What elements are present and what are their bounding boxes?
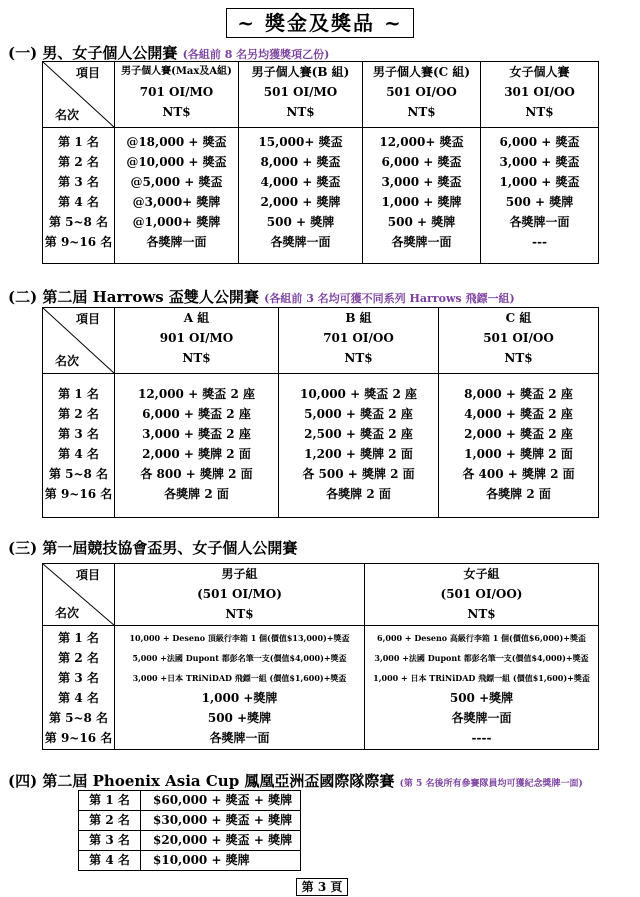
corner-top-label: 項目: [75, 66, 100, 80]
column-header: B 組 701 OI/OO NT$: [279, 308, 439, 374]
prize-column: 6,000 + Deseno 高級行李箱 1 個(價值$6,000)+獎盃 3,000 +法國 Dupont 都彭名筆一支(價值$4,000)+獎盃 1,000 + 日本 TRiNiDAD 飛鏢一組 (價值$1,600)+獎盃 500 +獎牌 各獎牌一面 ----: [365, 626, 599, 750]
corner-bottom-label: 名次: [55, 606, 80, 620]
section-3-table: [42, 563, 599, 750]
rank-cell: 第 1 名: [79, 791, 141, 811]
prize-column: 15,000+ 獎盃 8,000 + 獎盃 4,000 + 獎盃 2,000 + 獎牌 500 + 獎牌 各獎牌一面: [239, 128, 363, 264]
header-row: [43, 564, 599, 626]
section-2-title: (二) 第二屆 Harrows 盃雙人公開賽: [8, 288, 259, 306]
table-row: [79, 791, 301, 811]
prize-cell: $10,000 + 獎牌: [141, 851, 301, 871]
section-4-heading: [8, 770, 583, 791]
corner-cell: [43, 62, 115, 128]
prize-row: [43, 626, 599, 750]
column-header: 男子個人賽(C 組) 501 OI/OO NT$: [363, 62, 481, 128]
prize-row: [43, 374, 599, 518]
page-number: 第 3 頁: [296, 878, 348, 896]
section-4-title: (四) 第二屆 Phoenix Asia Cup 鳳凰亞洲盃國際隊際賽: [8, 772, 395, 790]
header-row: [43, 308, 599, 374]
prize-column: 6,000 + 獎盃 3,000 + 獎盃 1,000 + 獎盃 500 + 獎牌 各獎牌一面 ---: [481, 128, 599, 264]
rank-column: 第 1 名 第 2 名 第 3 名 第 4 名 第 5~8 名 第 9~16 名: [43, 128, 115, 264]
corner-top-label: 項目: [75, 312, 100, 326]
section-1-table: [42, 61, 599, 264]
section-1-title: (一) 男、女子個人公開賽: [8, 44, 178, 62]
section-2-note: (各組前 3 名均可獲不同系列 Harrows 飛鏢一組): [264, 292, 515, 305]
section-4-note: (第 5 名後所有參賽隊員均可獲紀念獎牌一面): [399, 779, 583, 789]
prize-column: 8,000 + 獎盃 2 座 4,000 + 獎盃 2 座 2,000 + 獎盃 2 座 1,000 + 獎牌 2 面 各 400 + 獎牌 2 面 各獎牌 2 面: [439, 374, 599, 518]
corner-bottom-label: 名次: [55, 354, 80, 368]
prize-column: 12,000+ 獎盃 6,000 + 獎盃 3,000 + 獎盃 1,000 + 獎牌 500 + 獎牌 各獎牌一面: [363, 128, 481, 264]
prize-column: @18,000 + 獎盃 @10,000 + 獎盃 @5,000 + 獎盃 @3,000+ 獎牌 @1,000+ 獎牌 各獎牌一面: [115, 128, 239, 264]
rank-cell: 第 2 名: [79, 811, 141, 831]
prize-column: 12,000 + 獎盃 2 座 6,000 + 獎盃 2 座 3,000 + 獎盃 2 座 2,000 + 獎牌 2 面 各 800 + 獎牌 2 面 各獎牌 2 面: [115, 374, 279, 518]
table-row: [79, 811, 301, 831]
column-header: C 組 501 OI/OO NT$: [439, 308, 599, 374]
page-title: ~ 獎金及獎品 ~: [226, 8, 414, 38]
column-header: 女子個人賽 301 OI/OO NT$: [481, 62, 599, 128]
prize-cell: $30,000 + 獎盃 + 獎牌: [141, 811, 301, 831]
section-4-table: [78, 790, 301, 871]
column-header: 女子組 (501 OI/OO) NT$: [365, 564, 599, 626]
corner-cell: [43, 564, 115, 626]
section-3-title: (三) 第一屆競技協會盃男、女子個人公開賽: [8, 539, 298, 557]
corner-bottom-label: 名次: [55, 108, 80, 122]
rank-column: 第 1 名 第 2 名 第 3 名 第 4 名 第 5~8 名 第 9~16 名: [43, 374, 115, 518]
prize-cell: $60,000 + 獎盃 + 獎牌: [141, 791, 301, 811]
table-row: [79, 831, 301, 851]
column-header: 男子組 (501 OI/MO) NT$: [115, 564, 365, 626]
table-row: [79, 851, 301, 871]
section-1-heading: [8, 42, 329, 63]
section-2-heading: [8, 286, 515, 307]
corner-top-label: 項目: [75, 568, 100, 582]
column-header: 男子個人賽(B 組) 501 OI/MO NT$: [239, 62, 363, 128]
prize-row: [43, 128, 599, 264]
header-row: [43, 62, 599, 128]
column-header: A 組 901 OI/MO NT$: [115, 308, 279, 374]
section-1-note: (各組前 8 名另均獲獎項乙份): [182, 48, 330, 61]
prize-cell: $20,000 + 獎盃 + 獎牌: [141, 831, 301, 851]
section-2-table: [42, 307, 599, 518]
rank-cell: 第 3 名: [79, 831, 141, 851]
prize-column: 10,000 + Deseno 頂級行李箱 1 個(價值$13,000)+獎盃 5,000 +法國 Dupont 都彭名筆一支(價值$4,000)+獎盃 3,000 +日本 TRiNiDAD 飛鏢一組 (價值$1,600)+獎盃 1,000 +獎牌 500 +獎牌 各獎牌一面: [115, 626, 365, 750]
corner-cell: [43, 308, 115, 374]
column-header: 男子個人賽(Max及A組) 701 OI/MO NT$: [115, 62, 239, 128]
rank-cell: 第 4 名: [79, 851, 141, 871]
rank-column: 第 1 名 第 2 名 第 3 名 第 4 名 第 5~8 名 第 9~16 名: [43, 626, 115, 750]
section-3-heading: [8, 537, 297, 558]
prize-column: 10,000 + 獎盃 2 座 5,000 + 獎盃 2 座 2,500 + 獎盃 2 座 1,200 + 獎牌 2 面 各 500 + 獎牌 2 面 各獎牌 2 面: [279, 374, 439, 518]
